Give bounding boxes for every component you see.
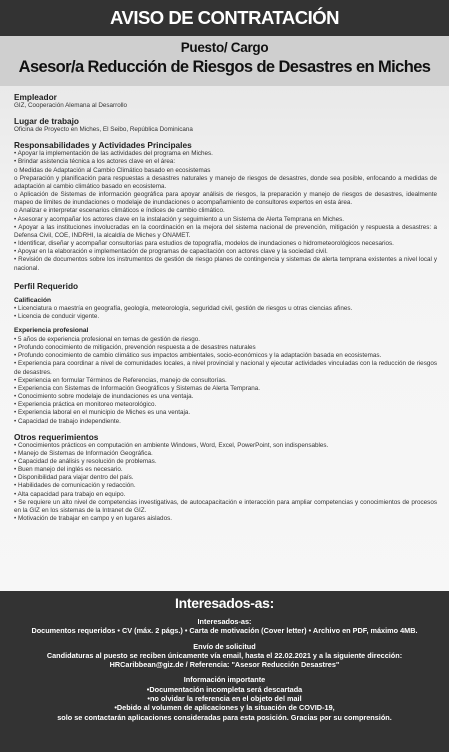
profile-heading: Perfil Requerido: [14, 280, 79, 291]
list-item: • Buen manejo del inglés es necesario.: [14, 466, 123, 474]
posting-title: AVISO DE CONTRATACIÓN: [0, 0, 449, 36]
list-item: • 5 años de experiencia profesional en temas de gestión de riesgo.: [14, 335, 200, 343]
required-documents: Documentos requeridos • CV (máx. 2 págs.) • Carta de motivación (Cover letter) • Archivo en PDF, máximo 4MB.: [31, 626, 418, 636]
info-line: •no olvidar la referencia en el objeto del mail: [147, 694, 302, 704]
list-item: o Medidas de Adaptación al Cambio Climático basado en ecosistemas: [14, 166, 211, 174]
list-item: • Experiencia con Sistemas de Información Geográficos y Sistemas de Alerta Temprana.: [14, 384, 261, 392]
submission-heading: Envío de solicitud: [193, 641, 256, 651]
list-item: o Preparación y planificación para respuestas a desastres naturales y manejo de riesgos de desastres, donde sea posible, enfocando a medidas de adaptación al cambio climático basado en ecosistema.: [14, 174, 437, 190]
list-item: • Experiencia en formular Términos de Referencias, manejo de consultorías.: [14, 376, 227, 384]
list-item: o Analizar e interpretar escenarios climáticos e índices de cambio climático.: [14, 207, 225, 215]
list-item: • Capacidad de análisis y resolución de problemas.: [14, 458, 157, 465]
list-item: • Asesorar y acompañar los actores clave en la instalación y seguimiento a un Sistema de Alerta Temprana en Miches.: [14, 215, 345, 223]
important-info-heading: Información importante: [183, 675, 266, 685]
list-item: • Habilidades de comunicación y redacción.: [14, 482, 136, 490]
list-item: • Experiencia para coordinar a nivel de comunidades locales, a nivel provincial y nacional y ejecutar actividades vinculadas con la reducción de riesgos de desastres.: [14, 360, 437, 376]
job-title: Asesor/a Reducción de Riesgos de Desastres en Miches: [18, 58, 431, 76]
list-item: • Disponibilidad para viajar dentro del país.: [14, 474, 134, 482]
list-item: o Aplicación de Sistemas de información geográfica para apoyar análisis de riesgos, la preparación y manejo de riesgos de desastres, idealmente mapeo de límites de inundaciones o modelaje de inundaciones o acompañamiento de consultores expertos en esta área.: [14, 191, 437, 207]
info-line: •Debido al volumen de aplicaciones y la situación de COVID-19,: [114, 703, 335, 713]
list-item: • Conocimiento sobre modelaje de inundaciones es una ventaja.: [14, 393, 194, 401]
list-item: • Experiencia laboral en el municipio de Miches es una ventaja.: [14, 409, 191, 417]
application-section: [0, 591, 449, 752]
qualification-heading: Calificación: [14, 296, 52, 304]
info-line: •Documentación incompleta será descartada: [146, 684, 303, 694]
list-item: • Apoyar en la elaboración e implementación de programas de capacitación con actores clave y la sociedad civil.: [14, 248, 328, 256]
position-label: Puesto/ Cargo: [180, 40, 269, 55]
list-item: • Brindar asistencia técnica a los actores clave en el área:: [14, 158, 176, 166]
posting-body: [0, 86, 449, 591]
list-item: • Profundo conocimiento de mitigación, prevención respuesta a de desastres naturales: [14, 344, 256, 352]
list-item: • Apoyar a las instituciones involucradas en la coordinación en la mejora del sistema nacional de prevención, mitigación y respuesta a desastres: a Defensa Civil, COE, INDRHI, la alcaldía de Miches y ONAMET.: [14, 223, 437, 239]
list-item: • Identificar, diseñar y acompañar consultorías para estudios de topografía, modelos de inundaciones o hidrometeorológicos necesarios.: [14, 240, 394, 248]
list-item: • Se requiere un alto nivel de competencias investigativas, de autocapacitación e interacción para ampliar competencias y conocimientos de procesos en la GIZ en los sistemas de la Intranet de GIZ.: [14, 498, 437, 514]
responsibilities-list: [14, 150, 437, 272]
submission-deadline: Candidaturas al puesto se reciben únicamente vía email, hasta el 22.02.2021 y a la siguiente dirección:: [46, 650, 403, 660]
list-item: • Conocimientos prácticos en computación en ambiente Windows, Word, Excel, PowerPoint, son indispensables.: [14, 441, 329, 449]
submission-email[interactable]: HRCaribbean@giz.de / Referencia: "Asesor Reducción Desastres": [109, 660, 340, 670]
info-line: solo se contactarán aplicaciones consideradas para esta posición. Gracias por su comprensión.: [57, 712, 392, 722]
list-item: • Licenciatura o maestría en geografía, geología, meteorología, seguridad civil, gestión de riesgos u otras ciencias afines.: [14, 305, 353, 313]
applicants-banner: Interesados-as:: [175, 595, 274, 611]
list-item: • Manejo de Sistemas de Información Geográfica.: [14, 449, 153, 457]
employer-value: GIZ, Cooperación Alemana al Desarrollo: [14, 102, 128, 109]
job-header: [0, 36, 449, 86]
list-item: • Alta capacidad para trabajo en equipo.: [14, 490, 126, 498]
applicants-intro: Interesados-as:: [197, 617, 252, 626]
list-item: • Licencia de conducir vigente.: [14, 313, 100, 321]
list-item: • Motivación de trabajar en campo y en lugares aislados.: [14, 515, 172, 523]
list-item: • Profundo conocimiento de cambio climático sus impactos ambientales, socio-económicos y la adaptación basada en ecosistemas.: [14, 352, 382, 360]
responsibilities-heading: Responsabilidades y Actividades Principales: [14, 140, 192, 151]
workplace-value: Oficina de Proyecto en Miches, El Seibo, República Dominicana: [14, 126, 193, 134]
list-item: • Experiencia práctica en monitoreo meteorológico.: [14, 401, 157, 409]
list-item: • Apoyar la implementación de las actividades del programa en Miches.: [14, 150, 213, 158]
experience-heading: Experiencia profesional: [14, 327, 89, 335]
list-item: • Revisión de documentos sobre los instrumentos de gestión de riesgo planes de contingencia y sistemas de alerta temprana existentes a nivel local y nacional.: [14, 256, 437, 272]
employer-heading: Empleador: [14, 92, 57, 102]
other-requirements-heading: Otros requerimientos: [14, 431, 99, 442]
workplace-heading: Lugar de trabajo: [14, 116, 80, 127]
list-item: • Capacidad de trabajo independiente.: [14, 417, 121, 425]
